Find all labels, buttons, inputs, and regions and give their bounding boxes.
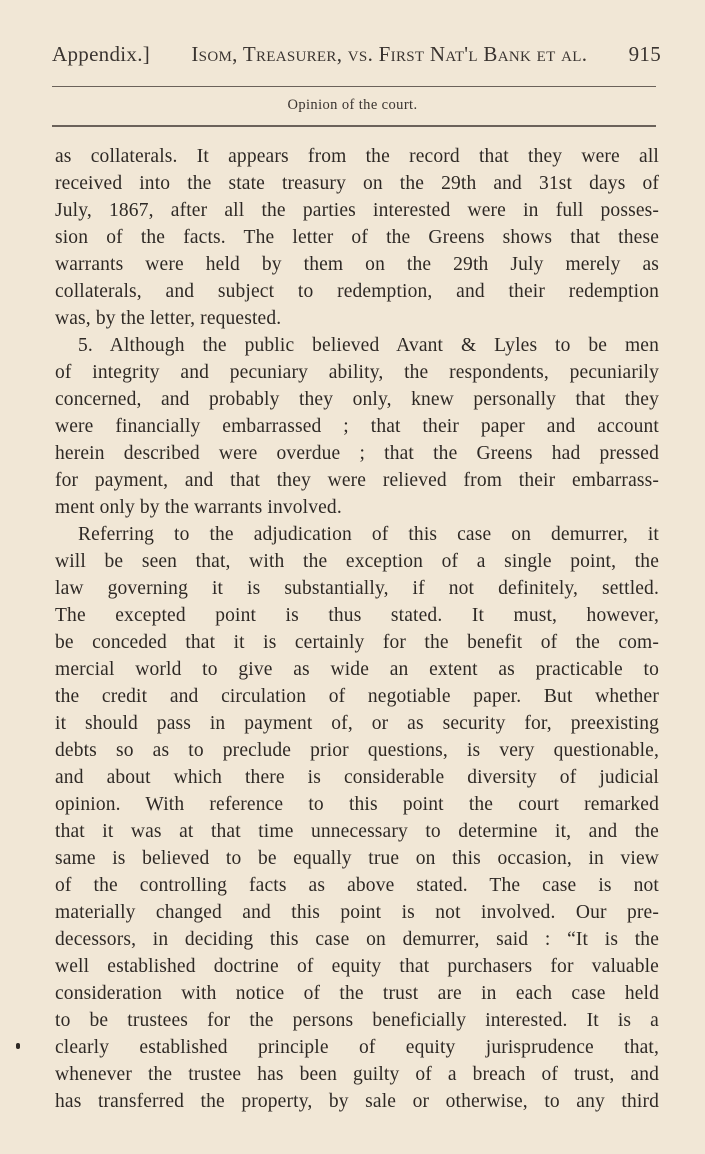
text-line: be conceded that it is certainly for the benefit of the com-: [55, 632, 659, 653]
text-line: to be trustees for the persons beneficially interested. It is a: [55, 1010, 659, 1031]
text-line: July, 1867, after all the parties interested were in full posses-: [55, 200, 659, 221]
text-line: as collaterals. It appears from the record that they were all: [55, 146, 659, 167]
text-line: the credit and circulation of negotiable paper. But whether: [55, 686, 659, 707]
running-head-title: Isom, Treasurer, vs. First Nat'l Bank et al.: [191, 42, 588, 66]
text-line: debts so as to preclude prior questions, is very questionable,: [55, 740, 659, 761]
text-line: received into the state treasury on the 29th and 31st days of: [55, 173, 659, 194]
text-line: 5. Although the public believed Avant & Lyles to be men: [78, 335, 659, 356]
text-line: materially changed and this point is not involved. Our pre-: [55, 902, 659, 923]
text-line: will be seen that, with the exception of a single point, the: [55, 551, 659, 572]
text-line: was, by the letter, requested.: [55, 308, 282, 329]
text-line: same is believed to be equally true on this occasion, in view: [55, 848, 659, 869]
text-line: for payment, and that they were relieved from their embarrass-: [55, 470, 659, 491]
text-line: of the controlling facts as above stated. The case is not: [55, 875, 659, 896]
text-line: decessors, in deciding this case on demurrer, said : “It is the: [55, 929, 659, 950]
text-line: law governing it is substantially, if not definitely, settled.: [55, 578, 659, 599]
text-line: were financially embarrassed ; that their paper and account: [55, 416, 659, 437]
heading-rule: [52, 125, 656, 127]
text-line: concerned, and probably they only, knew personally that they: [55, 389, 659, 410]
text-line: of integrity and pecuniary ability, the respondents, pecuniarily: [55, 362, 659, 383]
text-line: opinion. With reference to this point the court remarked: [55, 794, 659, 815]
running-head-left: Appendix.]: [52, 42, 151, 66]
text-line: herein described were overdue ; that the Greens had pressed: [55, 443, 659, 464]
page-number: 915: [628, 42, 661, 66]
text-line: whenever the trustee has been guilty of a breach of trust, and: [55, 1064, 659, 1085]
text-line: has transferred the property, by sale or otherwise, to any third: [55, 1091, 659, 1112]
text-line: consideration with notice of the trust are in each case held: [55, 983, 659, 1004]
text-line: Referring to the adjudication of this case on demurrer, it: [78, 524, 659, 545]
text-line: it should pass in payment of, or as security for, preexisting: [55, 713, 659, 734]
text-line: that it was at that time unnecessary to determine it, and the: [55, 821, 659, 842]
text-line: well established doctrine of equity that purchasers for valuable: [55, 956, 659, 977]
section-heading: Opinion of the court.: [287, 97, 418, 113]
text-line: mercial world to give as wide an extent as practicable to: [55, 659, 659, 680]
text-line: sion of the facts. The letter of the Greens shows that these: [55, 227, 659, 248]
running-head: [52, 42, 661, 67]
header-rule: [52, 86, 656, 87]
text-line: warrants were held by them on the 29th July merely as: [55, 254, 659, 275]
text-line: collaterals, and subject to redemption, and their redemption: [55, 281, 659, 302]
text-line: and about which there is considerable diversity of judicial: [55, 767, 659, 788]
text-line: clearly established principle of equity jurisprudence that,: [55, 1037, 659, 1058]
text-line: The excepted point is thus stated. It must, however,: [55, 605, 659, 626]
text-line: ment only by the warrants involved.: [55, 497, 342, 518]
margin-ink-mark: [16, 1043, 20, 1049]
